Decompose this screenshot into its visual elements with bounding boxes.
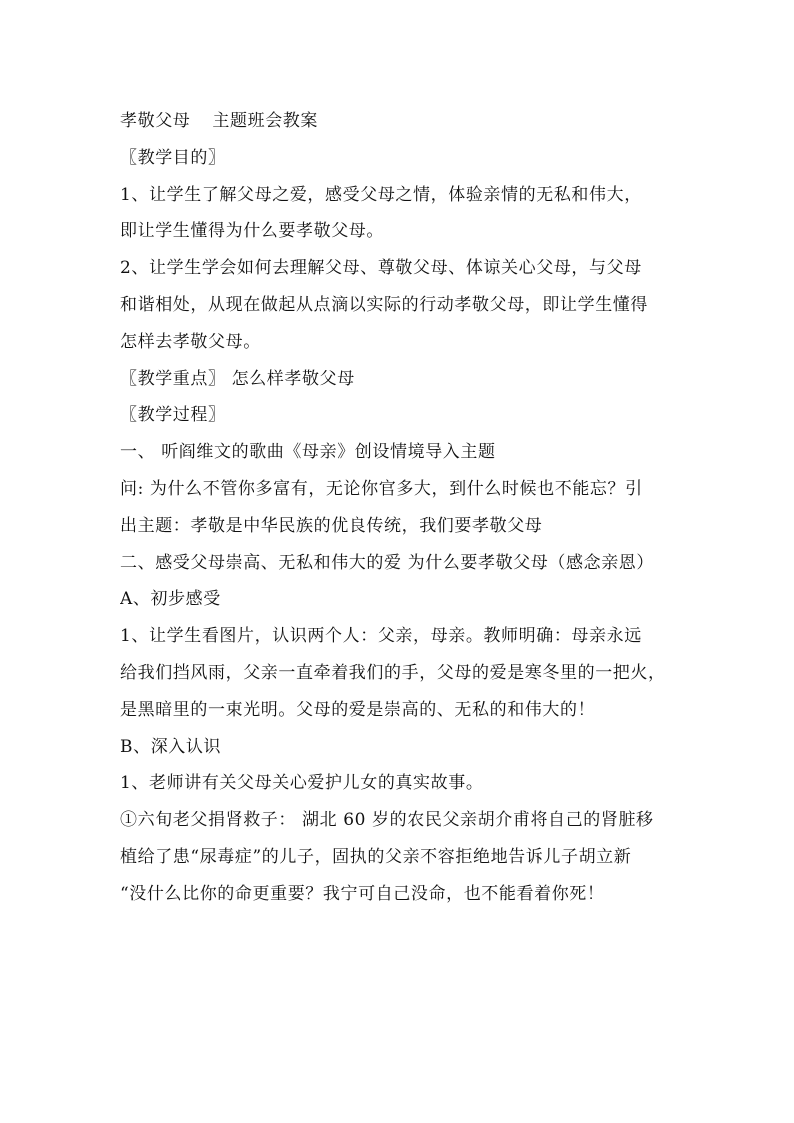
subsection-b-heading: B、深入认识 [120,736,222,757]
section-heading-key-point: 〖教学重点〗 怎么样孝敬父母 [120,368,355,389]
step-1-question-line-2: 出主题：孝敬是中华民族的优良传统，我们要孝敬父母 [120,515,543,536]
story-1-line-1: ①六旬老父捐肾救子： 湖北 60 岁的农民父亲胡介甫将自己的肾脏移 [120,810,654,831]
subsection-a-heading: A、初步感受 [120,589,221,610]
subsection-a-line-3: 是黑暗里的一束光明。父母的爱是崇高的、无私的和伟大的！ [120,699,596,720]
objective-1-line-2: 即让学生懂得为什么要孝敬父母。 [120,221,384,242]
document-title [120,103,680,140]
step-1-question-line-1: 问: 为什么不管你多富有，无论你官多大，到什么时候也不能忘？引 [120,478,643,499]
title-topic: 孝敬父母 [120,111,191,131]
section-heading-objectives: 〖教学目的〗 [120,147,226,168]
subsection-b-line-1: 1、老师讲有关父母关心爱护儿女的真实故事。 [120,773,484,794]
objective-2-line-3: 怎样去孝敬父母。 [120,331,261,352]
objective-2-line-1: 2、让学生学会如何去理解父母、尊敬父母、体谅关心父母，与父母 [120,258,642,279]
title-subtitle: 主题班会教案 [212,111,319,131]
step-2-heading: 二、感受父母崇高、无私和伟大的爱 为什么要孝敬父母（感念亲恩） [120,552,655,573]
story-1-line-3: “没什么比你的命更重要？我宁可自己没命，也不能看着你死！ [120,883,605,904]
step-1-heading: 一、 听阎维文的歌曲《母亲》创设情境导入主题 [120,442,496,463]
story-1-line-2: 植给了患“尿毒症”的儿子，固执的父亲不容拒绝地告诉儿子胡立新 [120,846,632,867]
subsection-a-line-2: 给我们挡风雨，父亲一直牵着我们的手，父母的爱是寒冬里的一把火， [120,662,666,683]
section-heading-process: 〖教学过程〗 [120,405,226,426]
lesson-plan-body [120,103,680,913]
objective-2-line-2: 和谐相处，从现在做起从点滴以实际的行动孝敬父母，即让学生懂得 [120,294,648,315]
subsection-a-line-1: 1、让学生看图片，认识两个人：父亲，母亲。教师明确：母亲永远 [120,626,642,647]
objective-1-line-1: 1、让学生了解父母之爱，感受父母之情，体验亲情的无私和伟大， [120,184,642,205]
